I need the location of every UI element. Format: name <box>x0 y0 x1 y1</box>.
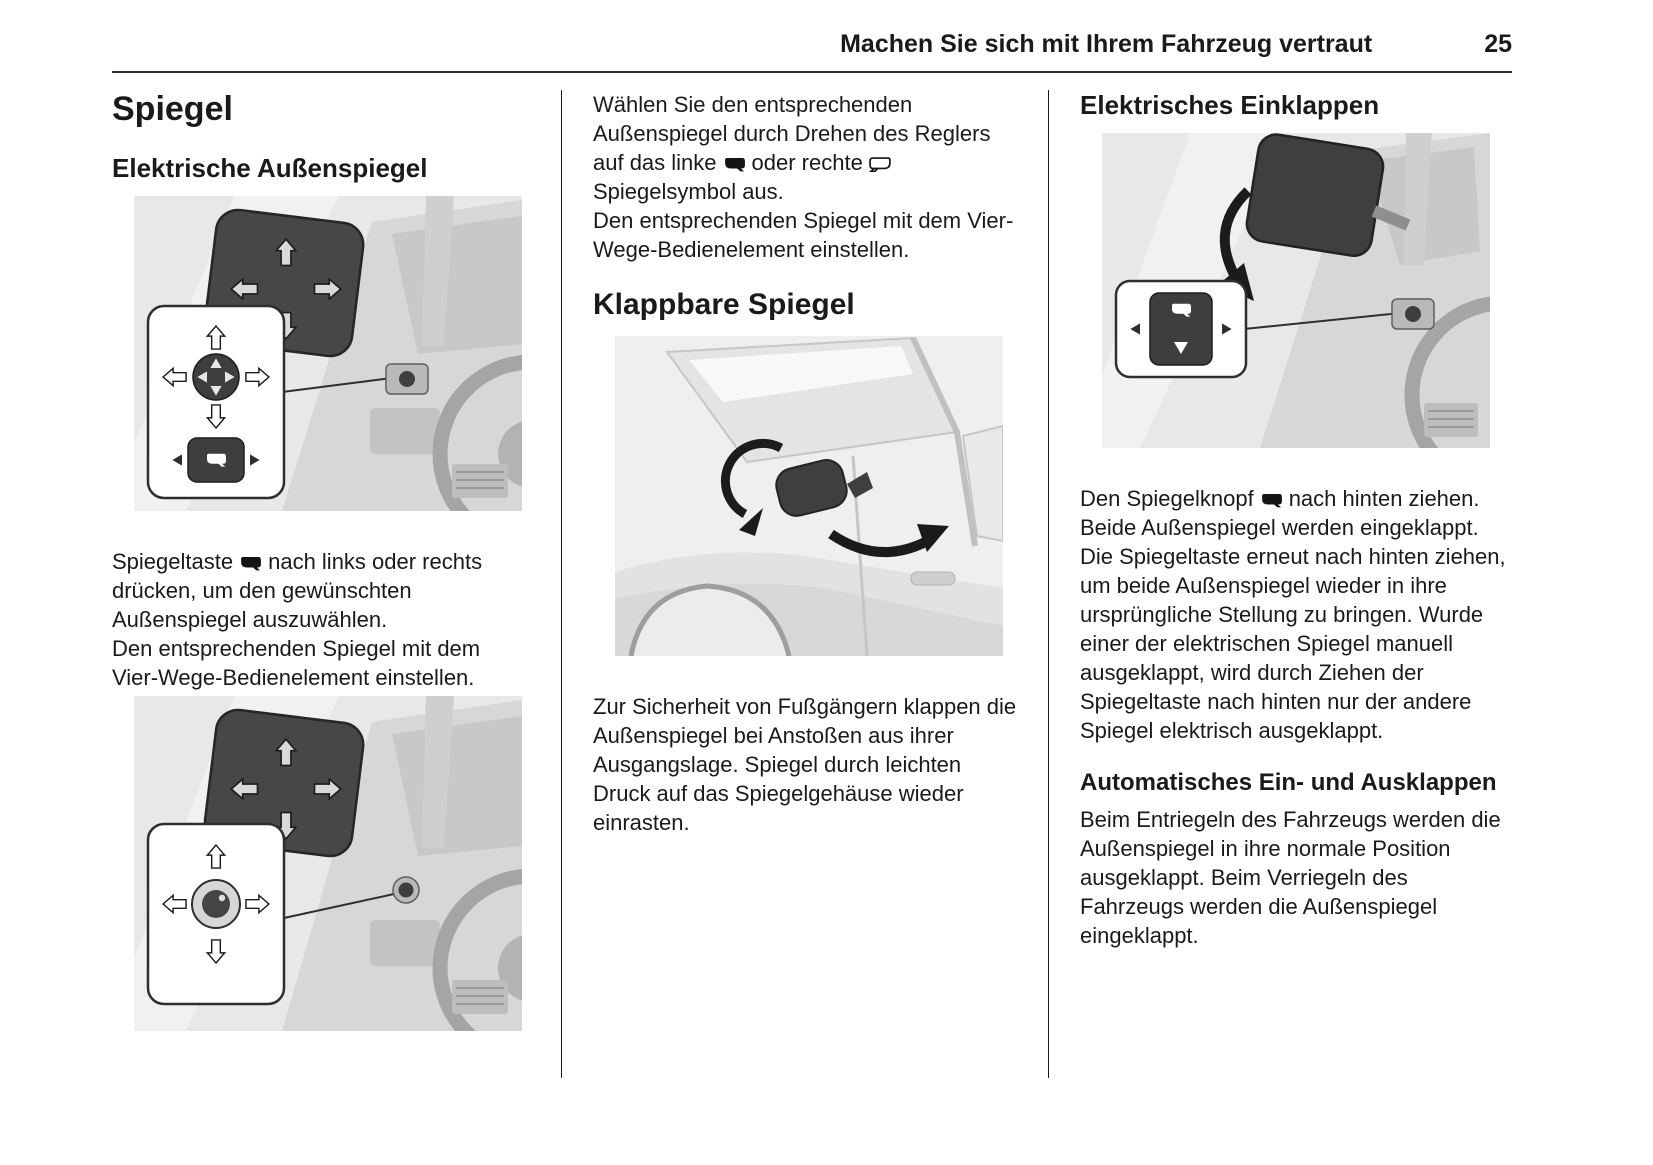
door-handle <box>911 572 955 585</box>
paragraph-mirror-adjust: Den entsprechenden Spiegel mit dem Vier-Wege-Bedienelement einstellen. <box>593 208 1014 263</box>
mirror-switch-on-door <box>386 364 428 394</box>
vent-grille <box>452 464 508 498</box>
paragraph-auto-fold: Beim Entriegeln des Fahrzeugs werden die Außenspiegel in ihre normale Position ausgeklappt. Beim Verriegeln des Fahrzeugs werden die Außenspiegel eingeklappt. <box>1080 807 1501 949</box>
text-run: Spiegelsymbol aus. <box>593 179 784 205</box>
header-rule <box>112 71 1512 73</box>
fold-button-callout <box>1116 281 1246 377</box>
paragraph-electric-fold <box>1080 484 1512 745</box>
left-mirror-symbol-icon <box>238 556 263 571</box>
text-run: Wählen Sie den entsprechenden Außenspiegel durch Drehen des Reglers auf das linke <box>593 92 991 176</box>
four-way-pad <box>193 354 239 400</box>
control-callout <box>148 824 284 1004</box>
figure-electric-folding <box>1102 133 1490 448</box>
mirror-knob-on-door <box>393 877 419 903</box>
left-mirror-symbol-icon <box>1259 493 1284 508</box>
text-run: oder rechte <box>751 150 863 176</box>
column-divider <box>1048 90 1049 1078</box>
text-run: nach links oder rechts drücken, um den gewünschten Außenspiegel auszuwählen. <box>112 549 483 633</box>
paragraph-select-mirror <box>593 90 1017 206</box>
column-divider <box>561 90 562 1078</box>
section-title-klappbare-spiegel: Klappbare Spiegel <box>593 288 855 322</box>
figure-mirror-rotary-knob <box>134 696 522 1031</box>
mirror-switch-on-door <box>1392 299 1434 329</box>
figure-mirror-four-way-pad <box>134 196 522 511</box>
paragraph-mirror-adjust: Den entsprechenden Spiegel mit dem Vier-Wege-Bedienelement einstellen. <box>112 636 481 691</box>
left-mirror-symbol-icon <box>722 157 747 172</box>
page-number: 25 <box>1484 30 1512 58</box>
column-middle <box>593 90 1017 1078</box>
text-run: nach hinten ziehen. Beide Außenspiegel werden eingeklappt. Die Spiegeltaste erneut nach hinten ziehen, um beide Außenspiegel wieder in ihre ursprüngliche Stellung zu bringen. Wurde einer der elektrischen Spiegel manuell ausgeklappt, wird durch Ziehen der Spiegeltaste nach hinten nur der andere Spiegel elektrisch ausgeklappt. <box>1080 486 1506 744</box>
right-mirror-symbol-icon <box>868 157 893 172</box>
paragraph-pedestrian-safety: Zur Sicherheit von Fußgängern klappen die Außenspiegel bei Anstoßen aus ihrer Ausgangslage. Spiegel durch leichten Druck auf das Spiegelgehäuse wieder einrasten. <box>593 694 1017 836</box>
header-title: Machen Sie sich mit Ihrem Fahrzeug vertraut <box>840 30 1373 58</box>
subsection-title-automatisches-einklappen: Automatisches Ein- und Ausklappen <box>1080 769 1497 797</box>
paragraph-mirror-select <box>112 547 530 634</box>
column-right <box>1080 90 1512 1078</box>
vent-grille <box>452 980 508 1014</box>
subsection-title-elektrisches-einklappen: Elektrisches Einklappen <box>1080 90 1380 120</box>
subsection-title-elektrische-aussenspiegel: Elektrische Außenspiegel <box>112 153 428 183</box>
section-title-spiegel: Spiegel <box>112 90 233 128</box>
column-left <box>112 90 530 1078</box>
page-header <box>112 30 1512 71</box>
side-mirror-glass <box>1244 133 1385 258</box>
vent-grille <box>1424 403 1478 437</box>
content-columns <box>112 90 1512 1078</box>
text-run: Spiegeltaste <box>112 549 234 574</box>
control-callout <box>148 306 284 498</box>
rotary-knob <box>192 880 240 928</box>
figure-folding-mirror-car <box>615 336 1003 656</box>
text-run: Den Spiegelknopf <box>1080 486 1254 511</box>
